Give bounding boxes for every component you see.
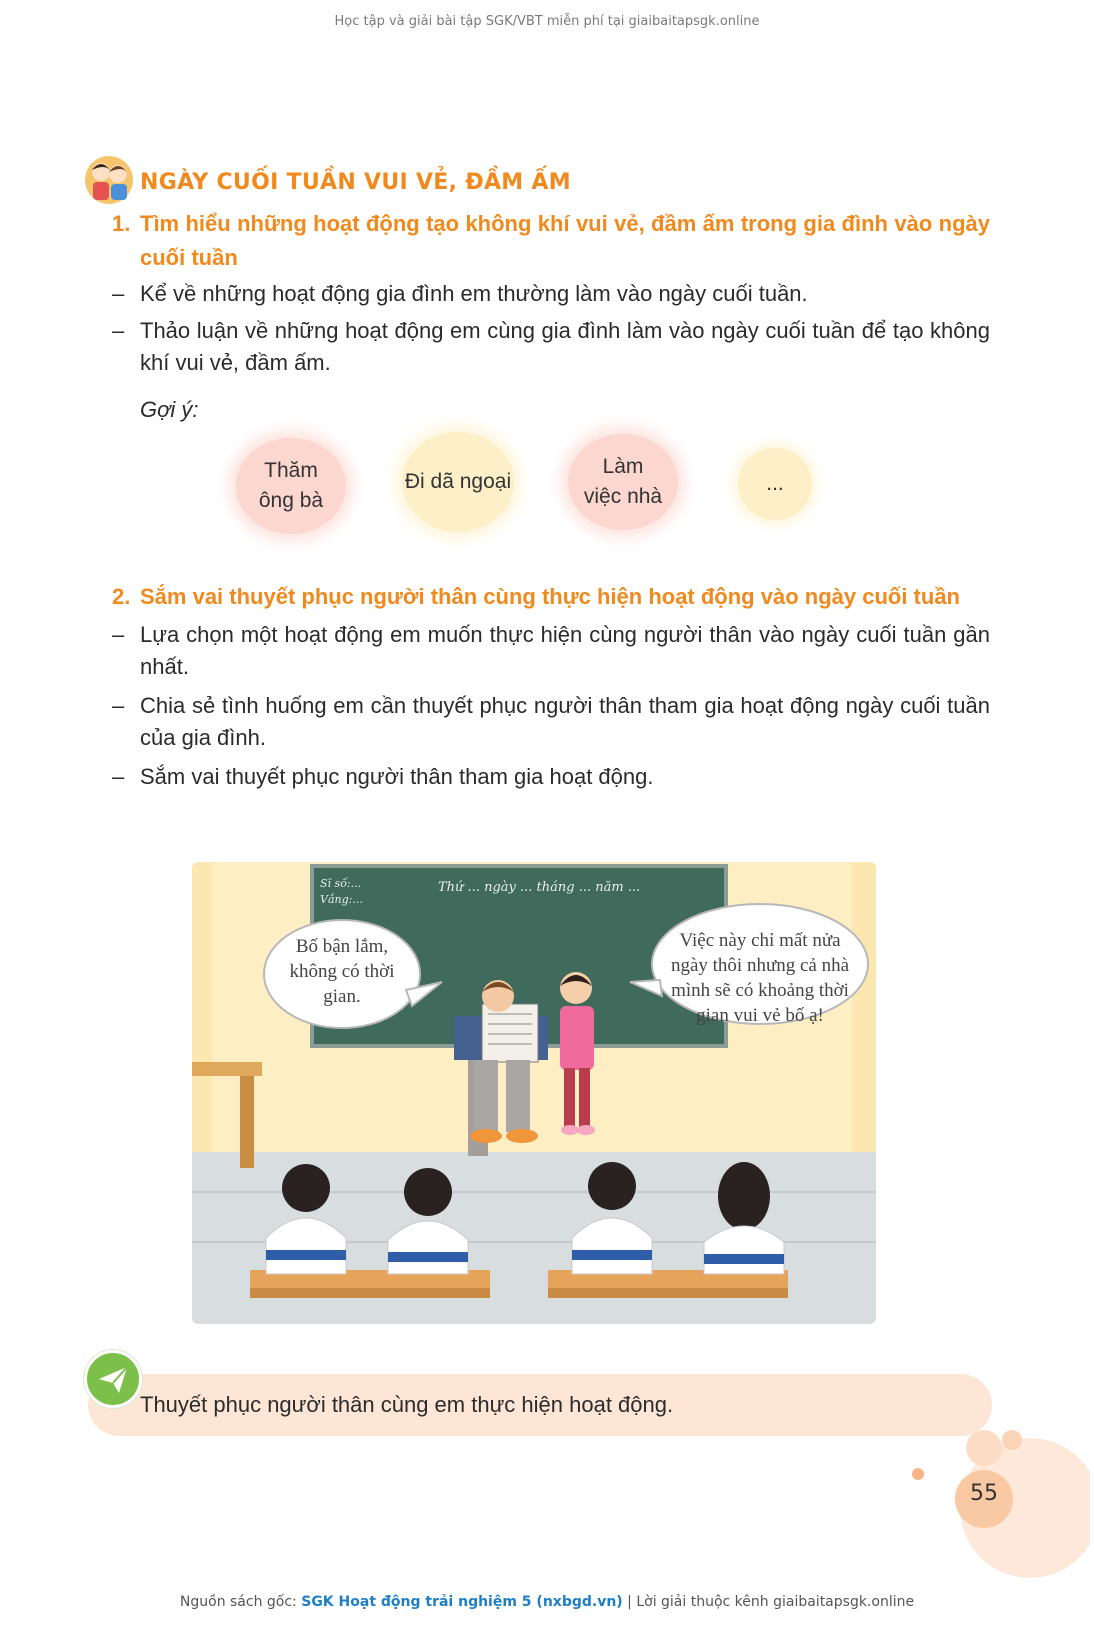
page-number: 55 (970, 1481, 998, 1506)
board-date: Thứ ... ngày ... tháng ... năm ... (438, 880, 641, 895)
q1-bullet-dash-2: – (112, 318, 125, 343)
q2-bullet-3: Sắm vai thuyết phục người thân tham gia hoạt động. (140, 764, 654, 789)
q1-bullet-2: Thảo luận về những hoạt động em cùng gia đình làm vào ngày cuối tuần để tạo không khí vui vẻ, đầm ấm. (140, 318, 990, 375)
site-header-note: Học tập và giải bài tập SGK/VBT miễn phí tại giaibaitapsgk.online (334, 14, 760, 29)
q1-number: 1. (112, 211, 131, 236)
q2-bullet-dash-1: – (112, 622, 125, 647)
q2-bullet-dash-3: – (112, 764, 125, 789)
board-attendance: Sĩ số:... Vắng:... (320, 877, 363, 906)
q1-title: Tìm hiểu những hoạt động tạo không khí vui vẻ, đầm ấm trong gia đình vào ngày cuối tuần (140, 211, 990, 270)
q2-number: 2. (112, 584, 131, 609)
q1-bullet-dash-1: – (112, 281, 125, 306)
suggestion-more: ... (738, 448, 812, 520)
paper-plane-icon (84, 1350, 142, 1408)
speech-father: Bố bận lắm, không có thời gian. (289, 936, 395, 1007)
q2-bullet-2: Chia sẻ tình huống em cần thuyết phục người thân tham gia hoạt động ngày cuối tuần của gia đình. (140, 693, 990, 750)
q2-title: Sắm vai thuyết phục người thân cùng thực hiện hoạt động vào ngày cuối tuần (140, 584, 960, 609)
source-link[interactable]: SGK Hoạt động trải nghiệm 5 (nxbgd.vn) (301, 1594, 623, 1610)
q1-bullet-1: Kể về những hoạt động gia đình em thường làm vào ngày cuối tuần. (140, 281, 808, 306)
suggestion-visit-grandparents: Thăm ông bà (236, 438, 346, 534)
q2-bullet-dash-2: – (112, 693, 125, 718)
practice-text: Thuyết phục người thân cùng em thực hiện hoạt động. (140, 1392, 674, 1417)
suggestion-picnic: Đi dã ngoại (402, 432, 514, 532)
source-suffix: | Lời giải thuộc kênh giaibaitapsgk.online (627, 1594, 915, 1610)
speech-child: Việc này chỉ mất nửa ngày thôi nhưng cả nhà mình sẽ có khoảng thời gian vui vẻ bố ạ! (670, 930, 850, 1026)
kids-icon (82, 150, 136, 206)
classroom-illustration (192, 862, 876, 1324)
q2-bullet-1: Lựa chọn một hoạt động em muốn thực hiện cùng người thân vào ngày cuối tuần gần nhất. (140, 622, 990, 679)
hint-label: Gợi ý: (140, 397, 199, 422)
source-prefix: Nguồn sách gốc: (179, 1594, 297, 1610)
source-footer (0, 1594, 1094, 1610)
section-title: NGÀY CUỐI TUẦN VUI VẺ, ĐẦM ẤM (140, 170, 571, 195)
suggestion-housework: Làm việc nhà (568, 434, 678, 530)
